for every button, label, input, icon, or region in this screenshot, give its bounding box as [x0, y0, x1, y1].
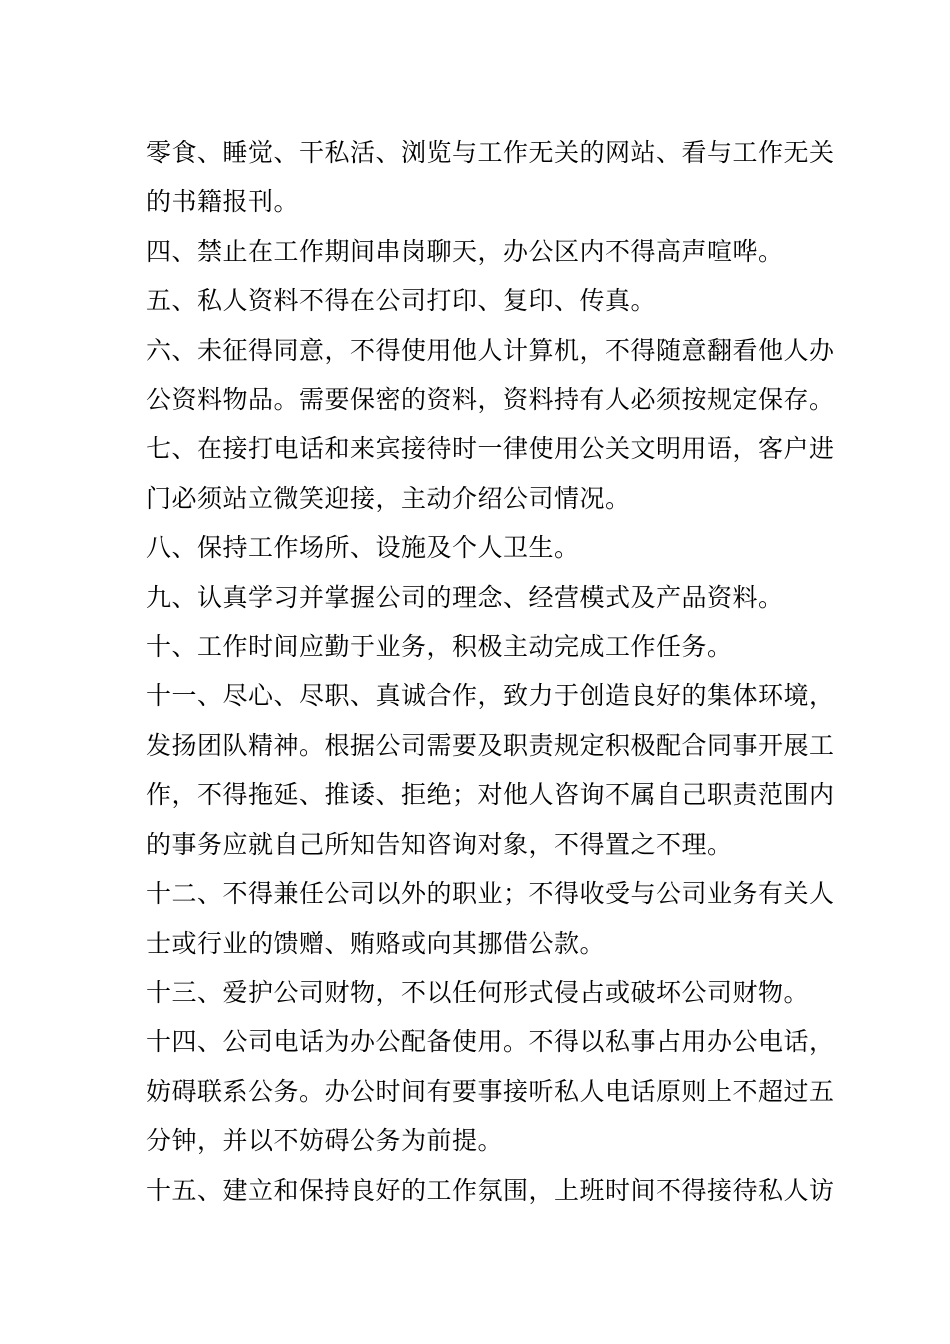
- text-line: 发扬团队精神。根据公司需要及职责规定积极配合同事开展工: [146, 730, 835, 760]
- text-line: 十五、建立和保持良好的工作氛围，上班时间不得接待私人访: [146, 1175, 835, 1205]
- text-line: 五、私人资料不得在公司打印、复印、传真。: [146, 286, 657, 316]
- text-line: 的事务应就自己所知告知咨询对象，不得置之不理。: [146, 829, 733, 859]
- text-line: 妨碍联系公务。办公时间有要事接听私人电话原则上不超过五: [146, 1076, 835, 1106]
- text-line: 十四、公司电话为办公配备使用。不得以私事占用办公电话，: [146, 1027, 835, 1057]
- text-line: 的书籍报刊。: [146, 187, 300, 217]
- text-line: 六、未征得同意，不得使用他人计算机，不得随意翻看他人办: [146, 335, 835, 365]
- text-line: 九、认真学习并掌握公司的理念、经营模式及产品资料。: [146, 582, 784, 612]
- document-body: [146, 128, 835, 1215]
- text-line: 七、在接打电话和来宾接待时一律使用公关文明用语，客户进: [146, 434, 835, 464]
- text-line: 公资料物品。需要保密的资料，资料持有人必须按规定保存。: [146, 385, 835, 415]
- text-line: 十三、爱护公司财物，不以任何形式侵占或破坏公司财物。: [146, 977, 810, 1007]
- text-line: 十一、尽心、尽职、真诚合作，致力于创造良好的集体环境，: [146, 681, 835, 711]
- text-line: 门必须站立微笑迎接，主动介绍公司情况。: [146, 483, 631, 513]
- text-line: 作，不得拖延、推诿、拒绝；对他人咨询不属自己职责范围内: [146, 780, 835, 810]
- text-line: 十二、不得兼任公司以外的职业；不得收受与公司业务有关人: [146, 879, 835, 909]
- text-line: 零食、睡觉、干私活、浏览与工作无关的网站、看与工作无关: [146, 138, 835, 167]
- text-line: 四、禁止在工作期间串岗聊天，办公区内不得高声喧哗。: [146, 236, 784, 266]
- text-line: 士或行业的馈赠、贿赂或向其挪借公款。: [146, 928, 606, 958]
- text-line: 八、保持工作场所、设施及个人卫生。: [146, 533, 580, 563]
- text-line: 十、工作时间应勤于业务，积极主动完成工作任务。: [146, 632, 733, 662]
- text-line: 分钟，并以不妨碍公务为前提。: [146, 1126, 504, 1156]
